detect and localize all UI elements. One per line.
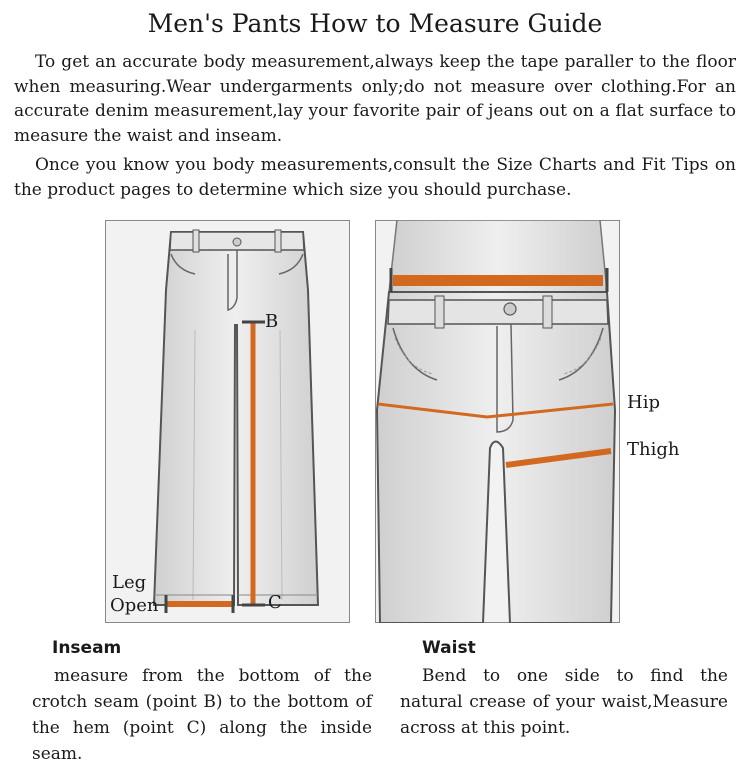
inseam-heading: Inseam (52, 638, 122, 658)
leg-label: Leg (112, 572, 147, 593)
thigh-label: Thigh (627, 439, 680, 460)
intro-paragraph-2: Once you know you body measurements,consult the Size Charts and Fit Tips on the product pages to determine which size you should purchase. (14, 155, 736, 200)
inseam-description: measure from the bottom of the crotch seam (point B) to the bottom of the hem (point C) along the inside seam. (32, 666, 372, 764)
waist-description: Bend to one side to find the natural crease of your waist,Measure across at this point. (400, 666, 728, 738)
inseam-figure (105, 220, 350, 623)
waistband (388, 300, 608, 324)
belt-loop (543, 296, 552, 328)
belt-loop (435, 296, 444, 328)
waist-measure-line (393, 275, 603, 286)
button-icon (233, 238, 241, 246)
hip-label: Hip (627, 392, 660, 413)
open-label: Open (110, 595, 159, 616)
waist-heading: Waist (422, 638, 476, 658)
page-title: Men's Pants How to Measure Guide (147, 9, 603, 38)
intro-paragraph-1: To get an accurate body measurement,always keep the tape paraller to the floor when measuring.Wear undergarments only;do not measure over clothing.For an accurate denim measurement,lay your favorite pair of jeans out on a flat surface to measure the waist and inseam. (14, 52, 736, 146)
belt-loop (193, 230, 199, 252)
point-b-label: B (265, 311, 279, 332)
waist-figure (375, 220, 620, 623)
belt-loop (275, 230, 281, 252)
point-c-label: C (268, 592, 282, 613)
button-icon (504, 303, 516, 315)
